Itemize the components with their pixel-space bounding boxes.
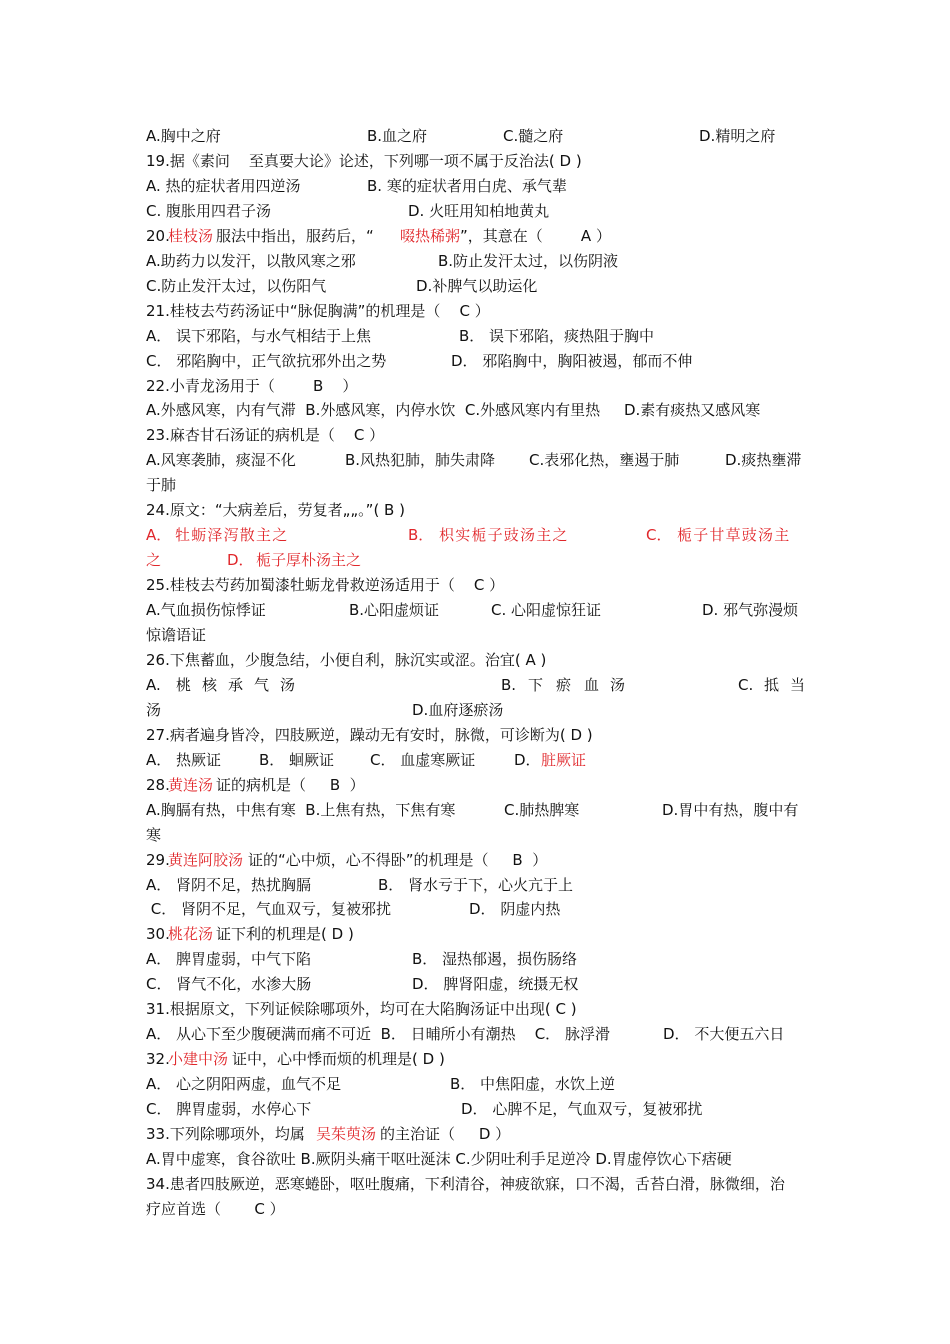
text-segment: B. 寒的症状者用白虎、承气辈 (367, 176, 567, 195)
text-segment: 汤 (146, 700, 162, 719)
text-segment: 抵 (764, 675, 780, 694)
highlighted-text: 栀子甘草豉汤主 (677, 526, 791, 545)
text-segment: 33.下列除哪项外，均属 (146, 1125, 305, 1143)
highlighted-text: 脏厥证 (541, 750, 587, 769)
text-segment: 气 (254, 675, 270, 694)
text-segment: 证中，心中悸而烦的机理是( D ) (232, 1050, 445, 1069)
text-segment: B． 误下邪陷，痰热阻于胸中 (459, 326, 655, 345)
text-segment: D. 邪气弥漫烦 (702, 601, 799, 620)
text-segment: 惊谵语证 (146, 626, 207, 644)
text-segment: A. 热的症状者用四逆汤 (146, 176, 301, 195)
text-segment: 于肺 (146, 476, 177, 495)
text-segment: 32. (146, 1050, 170, 1069)
text-segment: 证的病机是（ B ） (216, 775, 365, 794)
text-segment: 22.小青龙汤用于（ B ） (146, 376, 358, 395)
text-segment: B.血之府 (367, 127, 428, 145)
text-segment: D． 邪陷胸中，胸阳被遏，郁而不伸 (451, 351, 693, 370)
text-segment: C.防止发汗太过，以伤阳气 (146, 276, 327, 295)
highlighted-text: 黄连汤 (168, 775, 214, 794)
highlighted-text: 之 (146, 551, 162, 570)
text-segment: A. (146, 675, 161, 694)
highlighted-text: 桃花汤 (168, 925, 214, 944)
text-segment: 疗应首选（ C ） (146, 1199, 285, 1218)
text-segment: C.髓之府 (503, 127, 564, 145)
text-segment: B． 肾水亏于下，心火亢于上 (378, 875, 574, 894)
text-segment: D.痰热壅滞 (725, 451, 802, 470)
text-segment: A． 误下邪陷，与水气相结于上焦 (146, 326, 372, 345)
text-segment: A.气血损伤惊悸证 (146, 601, 266, 620)
text-segment: 的主治证（ D ） (380, 1125, 511, 1143)
highlighted-text: 牡蛎泽泻散主之 (175, 526, 289, 545)
text-segment: 31.根据原文，下列证候除哪项外，均可在大陷胸汤证中出现( C ) (146, 1000, 577, 1019)
text-segment: A． 肾阴不足，热扰胸膈 (146, 875, 312, 894)
text-segment: A.助药力以发汗，以散风寒之邪 (146, 251, 356, 270)
text-segment: A． 从心下至少腹硬满而痛不可近 B． 日晡所小有潮热 C． 脉浮滑 (146, 1025, 610, 1044)
highlighted-text: 小建中汤 (168, 1050, 229, 1069)
text-segment: 瘀 (556, 675, 572, 694)
text-segment: D． (514, 750, 541, 769)
text-segment: A.胸膈有热，中焦有寒 B.上焦有热，下焦有寒 (146, 800, 456, 819)
highlighted-text: C． (646, 526, 672, 545)
text-segment: 21.桂枝去芍药汤证中“脉促胸满”的机理是（ C ） (146, 301, 490, 320)
text-segment: 服法中指出，服药后，“ (216, 226, 374, 245)
text-segment: 核 (202, 675, 218, 694)
text-segment: C． 肾气不化，水渗大肠 (146, 975, 312, 994)
text-segment: 汤 (610, 675, 626, 694)
text-segment: C. (738, 675, 754, 694)
text-segment: C． 邪陷胸中，正气欲抗邪外出之势 (146, 351, 387, 370)
highlighted-text: 吴茱萸汤 (316, 1125, 377, 1143)
text-segment: 20. (146, 226, 170, 245)
highlighted-text: A． (146, 526, 172, 545)
text-segment: C． 肾阴不足，气血双亏，复被邪扰 (146, 900, 392, 919)
text-segment: D． 阴虚内热 (469, 900, 561, 919)
text-segment: D.胃中有热，腹中有 (662, 800, 799, 819)
text-segment: 26.下焦蓄血，少腹急结，小便自利，脉沉实或涩。治宜( A ) (146, 650, 547, 669)
text-segment: D.血府逐瘀汤 (412, 700, 504, 719)
text-segment: A． 心之阴阳两虚，血气不足 (146, 1075, 342, 1094)
text-segment: 27.病者遍身皆冷，四肢厥逆，躁动无有安时，脉微，可诊断为( D ) (146, 725, 593, 744)
text-segment: 血 (584, 675, 600, 694)
highlighted-text: 啜热稀粥 (400, 226, 461, 245)
text-segment: 桃 (176, 675, 192, 694)
text-segment: 24.原文：“大病差后，劳复者„„。”( B ) (146, 501, 405, 520)
text-segment: 寒 (146, 825, 162, 844)
text-segment: 证下利的机理是( D ) (216, 925, 354, 944)
text-segment: A.胃中虚寒，食谷欲吐 B.厥阴头痛干呕吐涎沫 C.少阴吐利手足逆冷 D.胃虚停饮心下痞硬 (146, 1149, 732, 1168)
text-segment: A.外感风寒，内有气滞 B.外感风寒，内停水饮 C.外感风寒内有里热 D.素有痰热又感风寒 (146, 401, 761, 420)
highlighted-text: D． (227, 551, 254, 570)
text-segment: B.风热犯肺，肺失肃降 (345, 451, 496, 470)
text-segment: 25.桂枝去芍药加蜀漆牡蛎龙骨救逆汤适用于（ C ） (146, 576, 505, 595)
text-segment: 19.据《素问 至真要大论》论述，下列哪一项不属于反治法( D ) (146, 151, 582, 170)
text-segment: D.补脾气以助运化 (416, 276, 538, 295)
text-segment: A． 脾胃虚弱，中气下陷 (146, 950, 312, 969)
text-segment: 汤 (280, 675, 296, 694)
text-segment: D.精明之府 (699, 127, 776, 145)
text-segment: A.胸中之府 (146, 127, 221, 145)
text-segment: B． 蛔厥证 (259, 750, 335, 769)
text-segment: 29. (146, 850, 170, 869)
text-segment: C. 心阳虚惊狂证 (491, 601, 602, 620)
text-segment: A． 热厥证 (146, 750, 222, 769)
text-segment: 28. (146, 775, 170, 794)
text-segment: D． 脾肾阳虚，统摄无权 (412, 975, 579, 994)
text-segment: B. (501, 675, 517, 694)
highlighted-text: 桂枝汤 (168, 226, 214, 245)
text-segment: B.防止发汗太过，以伤阴液 (438, 251, 619, 270)
text-segment: C.表邪化热，壅遏于肺 (529, 451, 680, 470)
highlighted-text: 黄连阿胶汤 (168, 850, 244, 869)
text-segment: 30. (146, 925, 170, 944)
highlighted-text: 栀子厚朴汤主之 (256, 551, 362, 570)
text-segment: B． 湿热郁遏，损伤肠络 (412, 950, 578, 969)
text-segment: 23.麻杏甘石汤证的病机是（ C ） (146, 426, 385, 445)
text-segment: 34.患者四肢厥逆，恶寒蜷卧，呕吐腹痛，下利清谷，神疲欲寐，口不渴，舌苔白滑，脉微细，治 (146, 1174, 785, 1193)
text-segment: 证的“心中烦，心不得卧”的机理是（ B ） (248, 850, 548, 869)
text-segment: D． 心脾不足，气血双亏，复被邪扰 (461, 1100, 703, 1119)
text-segment: A.风寒袭肺，痰湿不化 (146, 451, 296, 470)
text-segment: 承 (228, 675, 244, 694)
highlighted-text: B． (408, 526, 434, 545)
text-segment: 下 (528, 675, 544, 694)
text-segment: D． 不大便五六日 (663, 1025, 785, 1044)
text-segment: C. 腹胀用四君子汤 (146, 201, 272, 220)
text-segment: C． 血虚寒厥证 (370, 750, 476, 769)
text-segment: ”，其意在（ A ） (460, 226, 611, 245)
text-segment: B.心阳虚烦证 (349, 601, 440, 620)
text-segment: 当 (790, 675, 806, 694)
text-segment: C.肺热脾寒 (504, 800, 580, 819)
highlighted-text: 枳实栀子豉汤主之 (439, 526, 569, 545)
text-segment: D. 火旺用知柏地黄丸 (408, 201, 550, 220)
text-segment: C． 脾胃虚弱，水停心下 (146, 1100, 312, 1119)
text-segment: B． 中焦阳虚，水饮上逆 (450, 1075, 616, 1094)
